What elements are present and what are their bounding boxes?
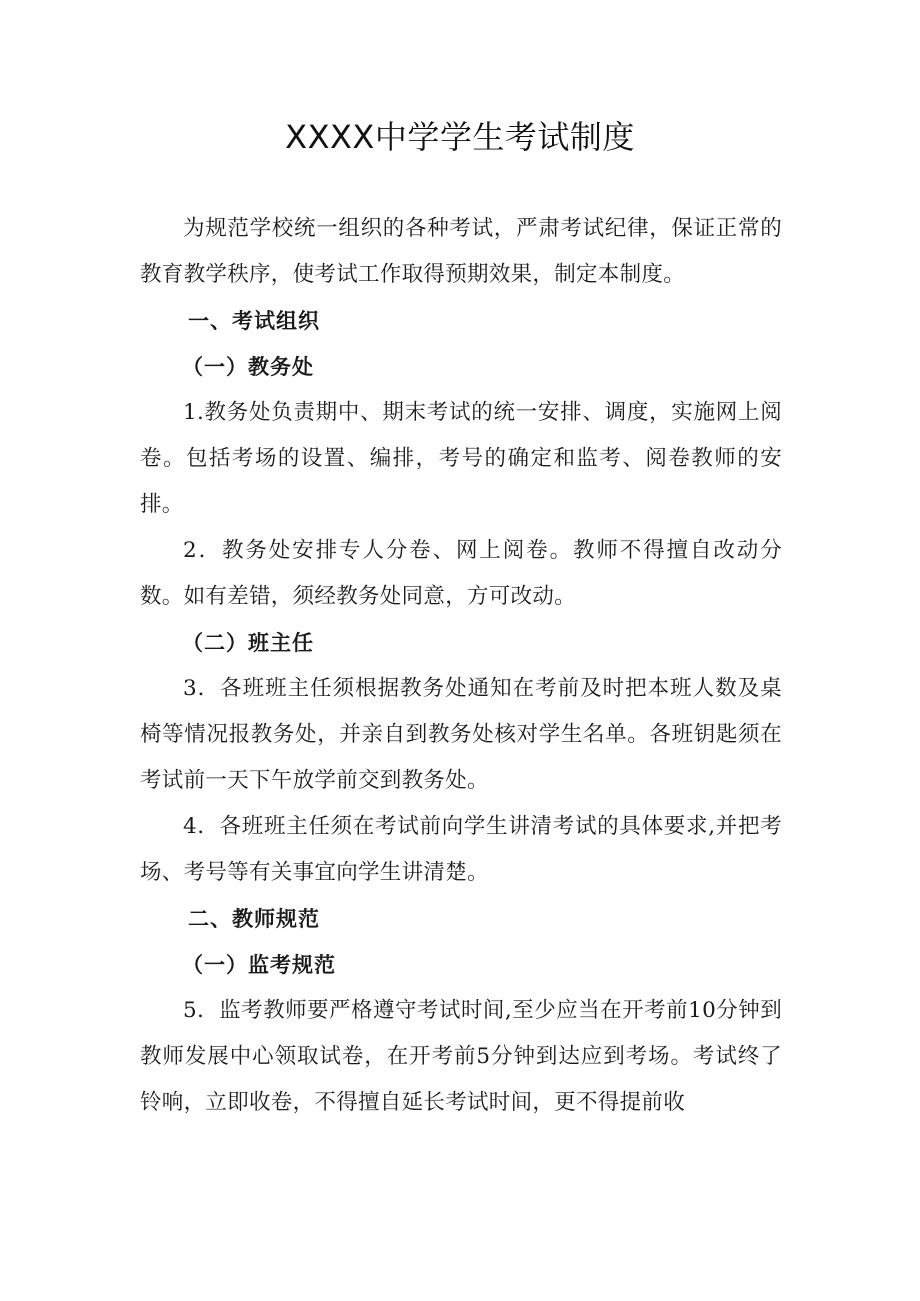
clause-5: 5．监考教师要严格遵守考试时间,至少应当在开考前10分钟到教师发展中心领取试卷，在开考前5分钟到达应到考场。考试终了铃响，立即收卷，不得擅自延长考试时间，更不得提前收	[140, 998, 782, 1115]
subsection-heading-academic-office: （一）教务处	[182, 355, 314, 379]
clause-4: 4．各班班主任须在考试前向学生讲清考试的具体要求,并把考场、考号等有关事宜向学生讲清楚。	[140, 814, 782, 885]
subsection-heading-class-teacher: （二）班主任	[182, 631, 314, 655]
section-heading-exam-organization: 一、考试组织	[188, 309, 320, 333]
subsection-heading-invigilation-norms: （一）监考规范	[182, 953, 336, 977]
clause-1: 1.教务处负责期中、期末考试的统一安排、调度，实施网上阅卷。包括考场的设置、编排，考号的确定和监考、阅卷教师的安排。	[140, 400, 782, 517]
document-title: XXXX中学学生考试制度	[285, 118, 635, 156]
section-heading-teacher-norms: 二、教师规范	[188, 907, 320, 931]
clause-2: 2．教务处安排专人分卷、网上阅卷。教师不得擅自改动分数。如有差错，须经教务处同意，方可改动。	[140, 538, 782, 609]
intro-paragraph: 为规范学校统一组织的各种考试，严肃考试纪律，保证正常的教育教学秩序，使考试工作取得预期效果，制定本制度。	[140, 216, 782, 287]
document-body	[140, 206, 782, 1126]
clause-3: 3．各班班主任须根据教务处通知在考前及时把本班人数及桌椅等情况报教务处，并亲自到教务处核对学生名单。各班钥匙须在考试前一天下午放学前交到教务处。	[140, 676, 782, 793]
